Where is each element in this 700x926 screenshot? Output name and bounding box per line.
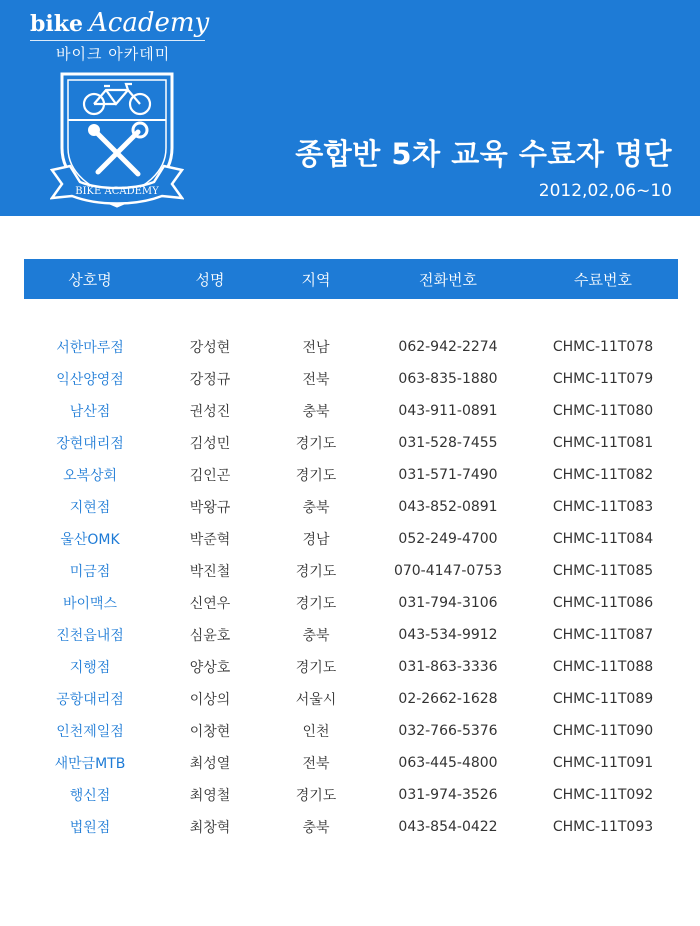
phone-cell: 031-571-7490 [398,467,498,483]
table-row [24,811,678,843]
store-name-cell: 오복상회 [62,468,118,484]
column-header-name: 성명 [195,270,225,289]
store-name-cell: 서한마루점 [56,340,124,356]
crest-ribbon-text: BIKE ACADEMY [75,186,159,197]
title-block [295,132,672,201]
header-banner [0,0,700,216]
cert-number-cell: CHMC-11T089 [552,691,654,707]
table-row [24,587,678,619]
person-name-cell: 최영철 [189,788,231,804]
region-cell: 서울시 [295,692,337,708]
phone-cell: 070-4147-0753 [393,563,503,579]
store-name-cell: 울산OMK [60,532,120,548]
page-title: 종합반 5차 교육 수료자 명단 [295,137,672,171]
cert-number-cell: CHMC-11T091 [552,755,654,771]
region-cell: 전남 [302,340,330,356]
person-name-cell: 신연우 [189,596,231,612]
region-cell: 경기도 [295,436,337,452]
bicycle-icon [84,84,150,114]
phone-cell: 063-835-1880 [398,371,498,387]
region-cell: 경기도 [295,468,337,484]
region-cell: 전북 [302,372,330,388]
cert-number-cell: CHMC-11T082 [552,467,654,483]
region-cell: 경남 [302,532,330,548]
academy-crest-icon [50,70,184,214]
store-name-cell: 지현점 [69,500,111,516]
region-cell: 충북 [302,500,330,516]
store-name-cell: 익산양영점 [56,372,124,388]
store-name-cell: 남산점 [69,404,111,420]
table-row [24,779,678,811]
person-name-cell: 최창혁 [189,820,231,836]
region-cell: 충북 [302,820,330,836]
person-name-cell: 박준혁 [189,532,231,548]
table-spacer [24,299,678,331]
column-header-cert-number: 수료번호 [574,270,632,289]
table-row [24,683,678,715]
table-row [24,523,678,555]
phone-cell: 052-249-4700 [398,531,498,547]
phone-cell: 031-974-3526 [398,787,498,803]
cert-number-cell: CHMC-11T092 [552,787,654,803]
graduates-table [24,259,678,843]
person-name-cell: 최성열 [189,756,231,772]
table-row [24,715,678,747]
person-name-cell: 이창현 [189,724,231,740]
region-cell: 충북 [302,628,330,644]
table-row [24,427,678,459]
person-name-cell: 김성민 [189,436,231,452]
brand-academy-text: Academy [88,8,210,38]
store-name-cell: 지행점 [69,660,111,676]
region-cell: 경기도 [295,660,337,676]
person-name-cell: 양상호 [189,660,231,676]
column-header-region: 지역 [301,270,331,289]
store-name-cell: 법원점 [69,820,111,836]
cert-number-cell: CHMC-11T086 [552,595,654,611]
person-name-cell: 강정규 [189,372,231,388]
phone-cell: 032-766-5376 [398,723,498,739]
column-header-phone: 전화번호 [419,270,477,289]
phone-cell: 043-911-0891 [398,403,498,419]
store-name-cell: 인천제일점 [56,724,124,740]
column-header-store: 상호명 [68,270,112,289]
phone-cell: 063-445-4800 [398,755,498,771]
store-name-cell: 새만금MTB [54,756,126,772]
person-name-cell: 이상의 [189,692,231,708]
phone-cell: 031-528-7455 [398,435,498,451]
tools-icon [96,132,138,174]
cert-number-cell: CHMC-11T080 [552,403,654,419]
cert-number-cell: CHMC-11T087 [552,627,654,643]
table-row [24,619,678,651]
phone-cell: 031-794-3106 [398,595,498,611]
cert-number-cell: CHMC-11T093 [552,819,654,835]
person-name-cell: 박왕규 [189,500,231,516]
store-name-cell: 진천읍내점 [56,628,124,644]
store-name-cell: 미금점 [69,564,111,580]
region-cell: 경기도 [295,596,337,612]
brand-korean-text: 바이크 아카데미 [56,45,171,63]
person-name-cell: 김인곤 [189,468,231,484]
person-name-cell: 심윤호 [189,628,231,644]
cert-number-cell: CHMC-11T088 [552,659,654,675]
cert-number-cell: CHMC-11T079 [552,371,654,387]
table-row [24,395,678,427]
cert-number-cell: CHMC-11T085 [552,563,654,579]
person-name-cell: 권성진 [189,404,231,420]
phone-cell: 031-863-3336 [398,659,498,675]
person-name-cell: 박진철 [189,564,231,580]
cert-number-cell: CHMC-11T078 [552,339,654,355]
brand-logo [30,8,210,64]
phone-cell: 02-2662-1628 [398,691,498,707]
cert-number-cell: CHMC-11T081 [552,435,654,451]
table-row [24,459,678,491]
region-cell: 전북 [302,756,330,772]
table-row [24,491,678,523]
store-name-cell: 바이맥스 [62,596,118,612]
store-name-cell: 공항대리점 [56,692,124,708]
table-row [24,331,678,363]
table-row [24,651,678,683]
table-row [24,747,678,779]
region-cell: 충북 [302,404,330,420]
table-header-row [24,259,678,299]
store-name-cell: 장현대리점 [56,436,124,452]
phone-cell: 062-942-2274 [398,339,498,355]
brand-divider [30,40,205,41]
phone-cell: 043-854-0422 [398,819,498,835]
person-name-cell: 강성현 [189,340,231,356]
brand-bike-text: bike [30,11,83,37]
cert-number-cell: CHMC-11T083 [552,499,654,515]
cert-number-cell: CHMC-11T090 [552,723,654,739]
region-cell: 인천 [302,724,330,740]
cert-number-cell: CHMC-11T084 [552,531,654,547]
date-range: 2012,02,06~10 [538,181,672,201]
store-name-cell: 행신점 [69,788,111,804]
region-cell: 경기도 [295,564,337,580]
phone-cell: 043-534-9912 [398,627,498,643]
table-row [24,363,678,395]
region-cell: 경기도 [295,788,337,804]
phone-cell: 043-852-0891 [398,499,498,515]
table-row [24,555,678,587]
